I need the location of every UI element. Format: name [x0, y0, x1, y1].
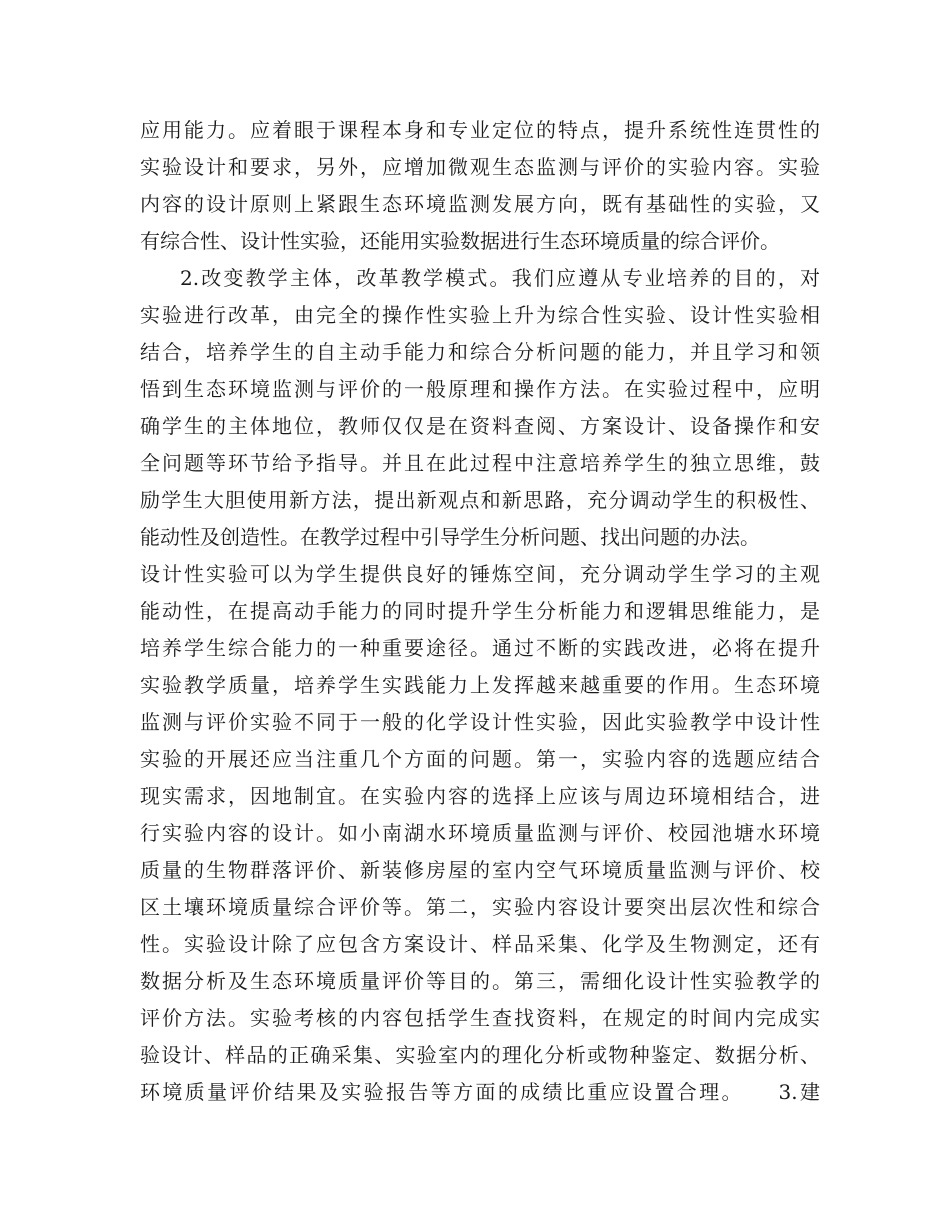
text-line: 实验进行改革，由完全的操作性实验上升为综合性实验、设计性实验相: [140, 303, 820, 327]
text-line: 设计性实验可以为学生提供良好的锤炼空间，充分调动学生学习的主观: [140, 562, 820, 586]
body-text: [140, 112, 820, 1111]
text-line: 内容的设计原则上紧跟生态环境监测发展方向，既有基础性的实验，又: [140, 192, 820, 216]
text-line: 全问题等环节给予指导。并且在此过程中注意培养学生的独立思维，鼓: [140, 451, 820, 475]
text-line: 数据分析及生态环境质量评价等目的。第三，需细化设计性实验教学的: [140, 969, 820, 993]
text-line: 悟到生态环境监测与评价的一般原理和操作方法。在实验过程中，应明: [140, 377, 820, 401]
text-line: 监测与评价实验不同于一般的化学设计性实验，因此实验教学中设计性: [140, 710, 820, 734]
text-line: 实验的开展还应当注重几个方面的问题。第一，实验内容的选题应结合: [140, 747, 820, 771]
text-line: 应用能力。应着眼于课程本身和专业定位的特点，提升系统性连贯性的: [140, 118, 820, 142]
text-line: 性。实验设计除了应包含方案设计、样品采集、化学及生物测定，还有: [140, 932, 820, 956]
text-line: 实验设计和要求，另外，应增加微观生态监测与评价的实验内容。实验: [140, 155, 820, 179]
text-line: 培养学生综合能力的一种重要途径。通过不断的实践改进，必将在提升: [140, 636, 820, 660]
text-line: 评价方法。实验考核的内容包括学生查找资料，在规定的时间内完成实: [140, 1006, 820, 1030]
text-line: 励学生大胆使用新方法，提出新观点和新思路，充分调动学生的积极性、: [140, 488, 820, 512]
text-line: 能动性，在提高动手能力的同时提升学生分析能力和逻辑思维能力，是: [140, 599, 820, 623]
text-line: 验设计、样品的正确采集、实验室内的理化分析或物种鉴定、数据分析、: [140, 1043, 820, 1067]
text-line: 行实验内容的设计。如小南湖水环境质量监测与评价、校园池塘水环境: [140, 821, 820, 845]
text-line: 区土壤环境质量综合评价等。第二，实验内容设计要突出层次性和综合: [140, 895, 820, 919]
text-line: 有综合性、设计性实验，还能用实验数据进行生态环境质量的综合评价。: [140, 229, 780, 253]
text-line: 质量的生物群落评价、新装修房屋的室内空气环境质量监测与评价、校: [140, 858, 820, 882]
text-line: 确学生的主体地位，教师仅仅是在资料查阅、方案设计、设备操作和安: [140, 414, 820, 438]
text-line: 实验教学质量，培养学生实践能力上发挥越来越重要的作用。生态环境: [140, 673, 820, 697]
text-line: 2.改变教学主体，改革教学模式。我们应遵从专业培养的目的，对: [180, 266, 820, 290]
text-line: 能动性及创造性。在教学过程中引导学生分析问题、找出问题的办法。: [140, 525, 760, 549]
text-line: 环境质量评价结果及实验报告等方面的成绩比重应设置合理。 3.建: [140, 1080, 820, 1104]
text-line: 现实需求，因地制宜。在实验内容的选择上应该与周边环境相结合，进: [140, 784, 820, 808]
text-line: 结合，培养学生的自主动手能力和综合分析问题的能力，并且学习和领: [140, 340, 820, 364]
